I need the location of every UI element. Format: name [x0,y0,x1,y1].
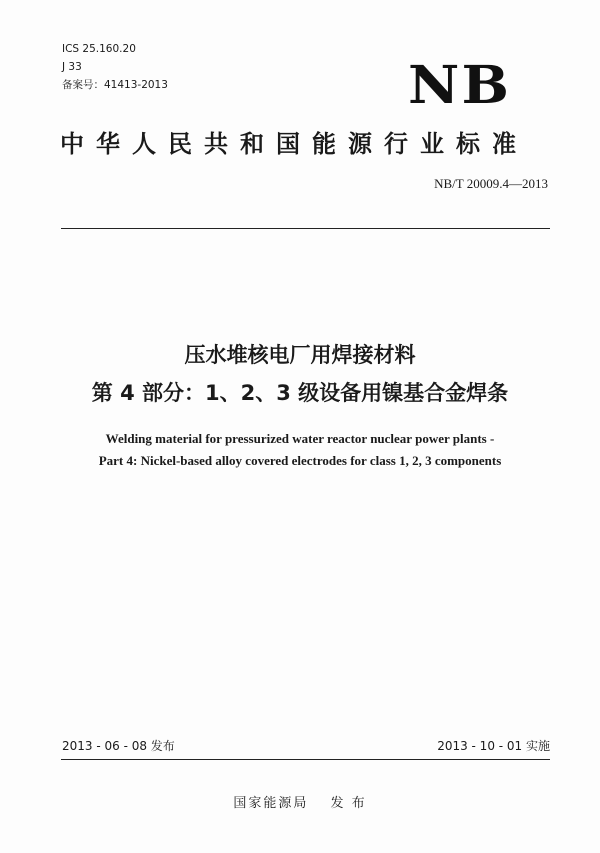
ccs-code: J 33 [62,61,82,73]
issuer-line [0,792,600,811]
standard-category-title: 中华人民共和国能源行业标准 [60,130,528,158]
implement-date: 2013 - 10 - 01 实施 [437,739,550,753]
title-cn-line1: 压水堆核电厂用焊接材料 [184,343,416,367]
ics-code: ICS 25.160.20 [62,43,136,55]
record-number: 备案号：41413-2013 [62,79,168,91]
publish-date: 2013 - 06 - 08 发布 [62,739,175,753]
nb-logo: NB [408,55,512,116]
bottom-divider [61,759,550,760]
title-cn-line2: 第 4 部分：1、2、3 级设备用镍基合金焊条 [91,381,509,405]
title-en-line2: Part 4: Nickel-based alloy covered electrodes for class 1, 2, 3 components [98,453,502,468]
title-en-line1: Welding material for pressurized water reactor nuclear power plants - [105,431,495,446]
standard-number: NB/T 20009.4—2013 [434,176,548,191]
issuer-action: 发 布 [330,796,367,811]
classification-block [62,40,168,94]
issuer-agency: 国家能源局 [233,796,309,811]
top-divider [61,228,550,229]
